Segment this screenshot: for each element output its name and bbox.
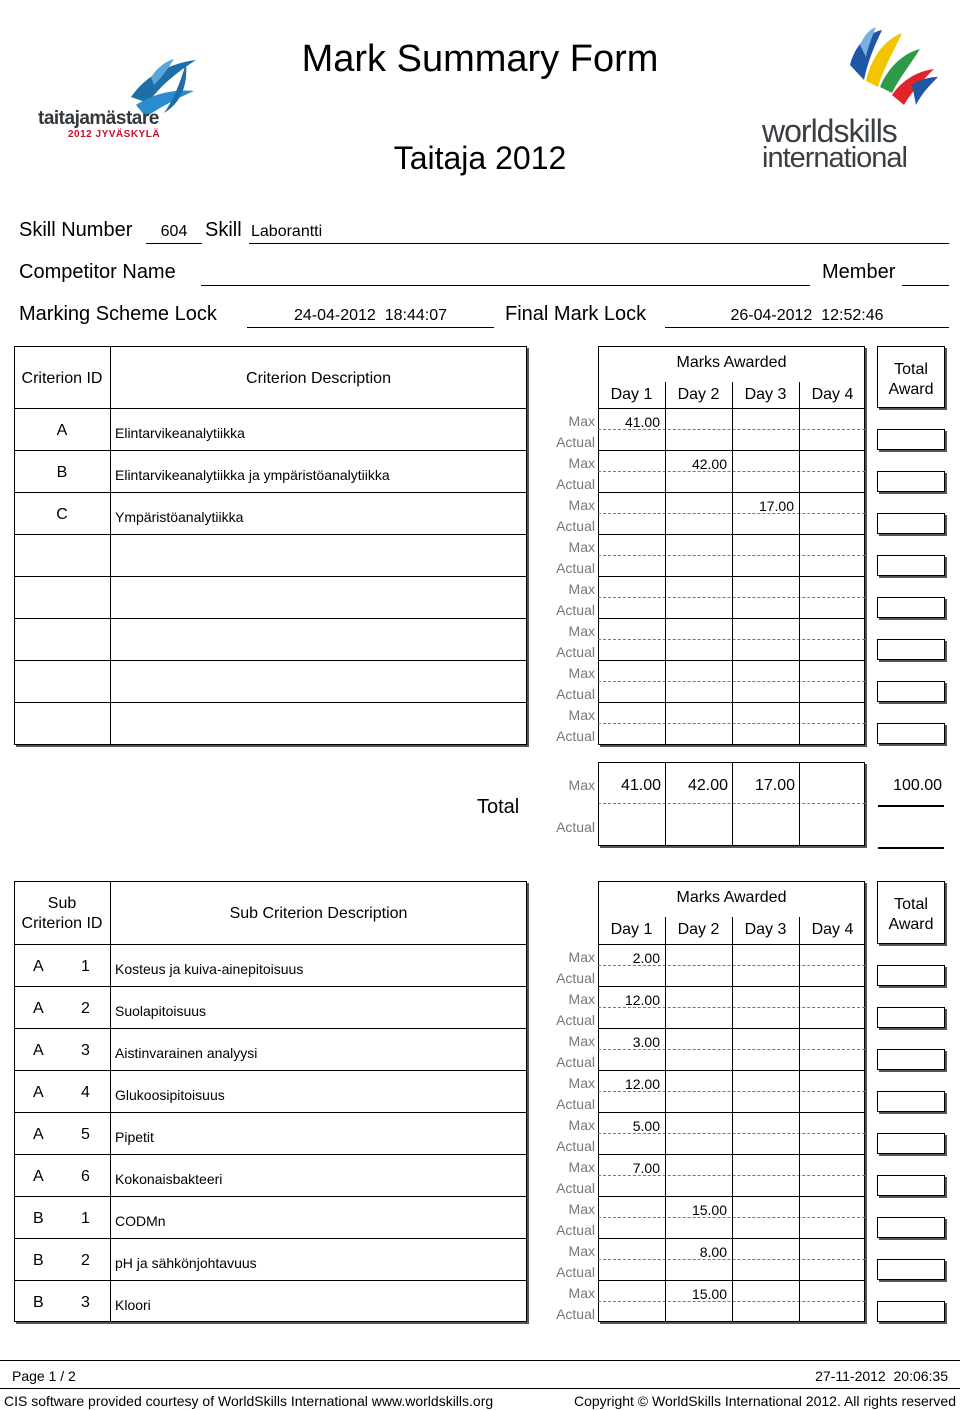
totals-column-divider bbox=[598, 762, 599, 846]
max-label: Max bbox=[568, 413, 595, 429]
member-label: Member bbox=[822, 261, 896, 283]
sub-total-award-input[interactable] bbox=[877, 1259, 945, 1280]
actual-label: Actual bbox=[556, 728, 595, 744]
worldskills-logo-text: worldskills bbox=[762, 113, 897, 149]
max-label: Max bbox=[568, 1285, 595, 1301]
sub-day-header-1: Day 1 bbox=[610, 921, 653, 938]
sub-criteria-row-line bbox=[14, 1070, 527, 1071]
sub-criterion-number: 5 bbox=[81, 1126, 90, 1143]
actual-label: Actual bbox=[556, 1138, 595, 1154]
sub-criterion-description: Aistinvarainen analyysi bbox=[115, 1045, 258, 1061]
sub-total-award-line1: Total bbox=[894, 896, 928, 913]
sub-criterion-letter: A bbox=[33, 1084, 44, 1101]
criteria-row-line bbox=[14, 576, 527, 577]
total-award-input[interactable] bbox=[877, 681, 945, 702]
page-title: Mark Summary Form bbox=[301, 38, 659, 80]
day-header-1: Day 1 bbox=[610, 386, 653, 403]
footer-rule bbox=[0, 1360, 960, 1361]
day-column-divider bbox=[799, 382, 800, 745]
max-label: Max bbox=[568, 497, 595, 513]
day-header-2: Day 2 bbox=[677, 386, 720, 403]
sub-criterion-letter: B bbox=[33, 1294, 44, 1311]
sub-total-award-input[interactable] bbox=[877, 1175, 945, 1196]
max-label: Max bbox=[568, 1243, 595, 1259]
actual-label: Actual bbox=[556, 1012, 595, 1028]
sub-day-header-4: Day 4 bbox=[811, 921, 854, 938]
criteria-row-line bbox=[14, 618, 527, 619]
sub-criteria-row-line bbox=[14, 986, 527, 987]
max-label: Max bbox=[568, 1201, 595, 1217]
criterion-max-value: 17.00 bbox=[758, 498, 794, 514]
sub-criterion-number: 6 bbox=[81, 1168, 90, 1185]
total-award-input[interactable] bbox=[877, 471, 945, 492]
sub-id-line1: Sub bbox=[47, 895, 77, 912]
day-column-divider bbox=[665, 382, 666, 745]
actual-label: Actual bbox=[556, 560, 595, 576]
total-label: Total bbox=[477, 796, 520, 818]
marking-scheme-lock-line bbox=[247, 327, 494, 328]
total-award-input[interactable] bbox=[877, 723, 945, 744]
sub-total-award-input[interactable] bbox=[877, 965, 945, 986]
sub-criteria-row-line bbox=[14, 1238, 527, 1239]
totals-actual-label: Actual bbox=[556, 819, 595, 835]
sub-criterion-description-header: Sub Criterion Description bbox=[229, 905, 408, 922]
marks-awarded-header: Marks Awarded bbox=[676, 354, 787, 371]
max-label: Max bbox=[568, 1159, 595, 1175]
sub-criterion-max-value: 12.00 bbox=[624, 1076, 660, 1092]
max-label: Max bbox=[568, 707, 595, 723]
sub-criterion-number: 1 bbox=[81, 1210, 90, 1227]
criteria-header-line bbox=[14, 408, 527, 409]
final-mark-lock-line bbox=[665, 327, 949, 328]
totals-column-divider bbox=[732, 762, 733, 846]
actual-label: Actual bbox=[556, 970, 595, 986]
criterion-max-value: 41.00 bbox=[624, 414, 660, 430]
footer-rule-2 bbox=[0, 1388, 960, 1389]
sub-criterion-max-value: 8.00 bbox=[699, 1244, 727, 1260]
sub-criterion-max-value: 15.00 bbox=[691, 1202, 727, 1218]
sub-criterion-description: Kosteus ja kuiva-ainepitoisuus bbox=[115, 961, 304, 977]
total-award-header bbox=[877, 360, 945, 400]
sub-criterion-letter: B bbox=[33, 1210, 44, 1227]
skill-number-label: Skill Number bbox=[19, 219, 133, 241]
sub-criterion-number: 2 bbox=[81, 1252, 90, 1269]
max-label: Max bbox=[568, 949, 595, 965]
sub-criterion-max-value: 7.00 bbox=[632, 1160, 660, 1176]
criterion-description-header: Criterion Description bbox=[246, 370, 391, 387]
taitaja-logo-subtext: 2012 JYVÄSKYLÄ bbox=[68, 129, 161, 140]
max-label: Max bbox=[568, 539, 595, 555]
actual-label: Actual bbox=[556, 1180, 595, 1196]
actual-label: Actual bbox=[556, 1264, 595, 1280]
sub-criterion-description: CODMn bbox=[115, 1213, 166, 1229]
sub-criteria-col-divider bbox=[110, 881, 111, 1322]
total-award-max-line bbox=[878, 805, 944, 807]
sub-total-award-line2: Award bbox=[888, 916, 934, 933]
sub-criterion-description: pH ja sähkönjohtavuus bbox=[115, 1255, 257, 1271]
sub-criterion-number: 2 bbox=[81, 1000, 90, 1017]
sub-total-award-input[interactable] bbox=[877, 1217, 945, 1238]
sub-criterion-id-header bbox=[14, 894, 110, 934]
sub-criterion-max-value: 2.00 bbox=[632, 950, 660, 966]
criteria-row-line bbox=[14, 450, 527, 451]
sub-criterion-letter: A bbox=[33, 1042, 44, 1059]
sub-criterion-letter: A bbox=[33, 1168, 44, 1185]
criterion-id: A bbox=[56, 422, 68, 439]
total-award-input[interactable] bbox=[877, 555, 945, 576]
skill-number-value: 604 bbox=[160, 223, 188, 240]
marking-scheme-lock-value: 24-04-2012 18:44:07 bbox=[293, 307, 447, 324]
sub-criterion-letter: A bbox=[33, 1000, 44, 1017]
total-day-value: 41.00 bbox=[620, 777, 661, 794]
actual-label: Actual bbox=[556, 476, 595, 492]
totals-max-label: Max bbox=[568, 777, 595, 793]
worldskills-ribbon-icon bbox=[820, 25, 940, 125]
sub-total-award-input[interactable] bbox=[877, 1133, 945, 1154]
sub-id-line2: Criterion ID bbox=[21, 915, 103, 932]
criterion-id-header: Criterion ID bbox=[21, 370, 103, 387]
marking-scheme-lock-label: Marking Scheme Lock bbox=[19, 303, 217, 325]
sub-total-award-input[interactable] bbox=[877, 1049, 945, 1070]
criteria-table-frame bbox=[14, 346, 527, 745]
sub-criterion-description: Kloori bbox=[115, 1297, 151, 1313]
print-timestamp: 27-11-2012 20:06:35 bbox=[815, 1368, 948, 1384]
sub-criterion-number: 1 bbox=[81, 958, 90, 975]
sub-criterion-letter: A bbox=[33, 958, 44, 975]
sub-criteria-row-line bbox=[14, 1112, 527, 1113]
sub-day-header-2: Day 2 bbox=[677, 921, 720, 938]
total-award-value: 100.00 bbox=[893, 777, 942, 794]
actual-label: Actual bbox=[556, 644, 595, 660]
criteria-row-line bbox=[14, 660, 527, 661]
sub-criterion-number: 4 bbox=[81, 1084, 90, 1101]
sub-criterion-max-value: 15.00 bbox=[691, 1286, 727, 1302]
sub-criterion-description: Pipetit bbox=[115, 1129, 154, 1145]
criterion-max-value: 42.00 bbox=[691, 456, 727, 472]
sub-criterion-description: Glukoosipitoisuus bbox=[115, 1087, 225, 1103]
actual-label: Actual bbox=[556, 1054, 595, 1070]
copyright-text: Copyright © WorldSkills International 2012. All rights reserved bbox=[573, 1393, 956, 1409]
criteria-col-divider bbox=[110, 346, 111, 745]
actual-label: Actual bbox=[556, 434, 595, 450]
sub-criteria-row-line bbox=[14, 1154, 527, 1155]
sub-criterion-description: Suolapitoisuus bbox=[115, 1003, 207, 1019]
total-award-input[interactable] bbox=[877, 513, 945, 534]
page-number: Page 1 / 2 bbox=[12, 1368, 76, 1384]
sub-marks-awarded-header: Marks Awarded bbox=[676, 889, 787, 906]
criterion-description: Elintarvikeanalytiikka ja ympäristöanalytiikka bbox=[115, 467, 390, 483]
actual-label: Actual bbox=[556, 602, 595, 618]
day-column-divider bbox=[732, 382, 733, 745]
page-subtitle: Taitaja 2012 bbox=[393, 140, 567, 176]
sub-criterion-letter: A bbox=[33, 1126, 44, 1143]
sub-day-header-3: Day 3 bbox=[744, 921, 787, 938]
max-label: Max bbox=[568, 455, 595, 471]
competitor-name-label: Competitor Name bbox=[19, 261, 176, 283]
actual-label: Actual bbox=[556, 1306, 595, 1322]
skill-number-line bbox=[146, 243, 202, 244]
worldskills-logo-subtext: international bbox=[762, 142, 907, 174]
final-mark-lock-label: Final Mark Lock bbox=[505, 303, 647, 325]
sub-criteria-row-line bbox=[14, 1280, 527, 1281]
skill-name-line bbox=[249, 243, 949, 244]
max-label: Max bbox=[568, 1075, 595, 1091]
max-label: Max bbox=[568, 1117, 595, 1133]
sub-criterion-description: Kokonaisbakteeri bbox=[115, 1171, 223, 1187]
sub-criterion-max-value: 3.00 bbox=[632, 1034, 660, 1050]
max-label: Max bbox=[568, 581, 595, 597]
sub-criterion-max-value: 12.00 bbox=[624, 992, 660, 1008]
sub-criteria-header-line bbox=[14, 944, 527, 945]
totals-column-divider bbox=[665, 762, 666, 846]
skill-label: Skill bbox=[205, 219, 242, 241]
criteria-row-line bbox=[14, 744, 527, 745]
criterion-id: C bbox=[56, 506, 68, 523]
sub-total-award-input[interactable] bbox=[877, 1301, 945, 1322]
total-award-input[interactable] bbox=[877, 639, 945, 660]
total-award-line2: Award bbox=[888, 381, 934, 398]
member-line bbox=[902, 285, 949, 286]
max-label: Max bbox=[568, 623, 595, 639]
day-header-3: Day 3 bbox=[744, 386, 787, 403]
criterion-description: Ympäristöanalytiikka bbox=[115, 509, 244, 525]
sub-criterion-number: 3 bbox=[81, 1294, 90, 1311]
sub-criteria-row-line bbox=[14, 1028, 527, 1029]
sub-total-award-header bbox=[877, 895, 945, 935]
total-award-input[interactable] bbox=[877, 597, 945, 618]
criterion-description: Elintarvikeanalytiikka bbox=[115, 425, 245, 441]
total-award-input[interactable] bbox=[877, 429, 945, 450]
actual-label: Actual bbox=[556, 1096, 595, 1112]
actual-label: Actual bbox=[556, 518, 595, 534]
day-header-4: Day 4 bbox=[811, 386, 854, 403]
max-label: Max bbox=[568, 665, 595, 681]
sub-criteria-row-line bbox=[14, 1196, 527, 1197]
total-day-value: 42.00 bbox=[687, 777, 728, 794]
day-column-divider bbox=[665, 917, 666, 1322]
sub-total-award-input[interactable] bbox=[877, 1007, 945, 1028]
courtesy-text: CIS software provided courtesy of WorldSkills International www.worldskills.org bbox=[4, 1393, 494, 1409]
sub-criteria-table-frame bbox=[14, 881, 527, 1322]
max-label: Max bbox=[568, 1033, 595, 1049]
criteria-row-line bbox=[14, 492, 527, 493]
taitaja-logo-text: taitajamästare bbox=[38, 108, 159, 129]
sub-criterion-letter: B bbox=[33, 1252, 44, 1269]
total-award-actual-line bbox=[878, 847, 944, 849]
max-label: Max bbox=[568, 991, 595, 1007]
sub-criterion-max-value: 5.00 bbox=[632, 1118, 660, 1134]
total-day-value: 17.00 bbox=[754, 777, 795, 794]
competitor-name-line bbox=[201, 285, 810, 286]
sub-criterion-number: 3 bbox=[81, 1042, 90, 1059]
total-award-line1: Total bbox=[894, 361, 928, 378]
skill-name-value: Laborantti bbox=[251, 223, 323, 240]
criteria-row-line bbox=[14, 534, 527, 535]
day-column-divider bbox=[799, 917, 800, 1322]
totals-column-divider bbox=[799, 762, 800, 846]
actual-label: Actual bbox=[556, 686, 595, 702]
actual-label: Actual bbox=[556, 1222, 595, 1238]
final-mark-lock-value: 26-04-2012 12:52:46 bbox=[730, 307, 884, 324]
criterion-id: B bbox=[56, 464, 68, 481]
sub-total-award-input[interactable] bbox=[877, 1091, 945, 1112]
criteria-row-line bbox=[14, 702, 527, 703]
worldskills-logo bbox=[820, 25, 940, 125]
day-column-divider bbox=[732, 917, 733, 1322]
